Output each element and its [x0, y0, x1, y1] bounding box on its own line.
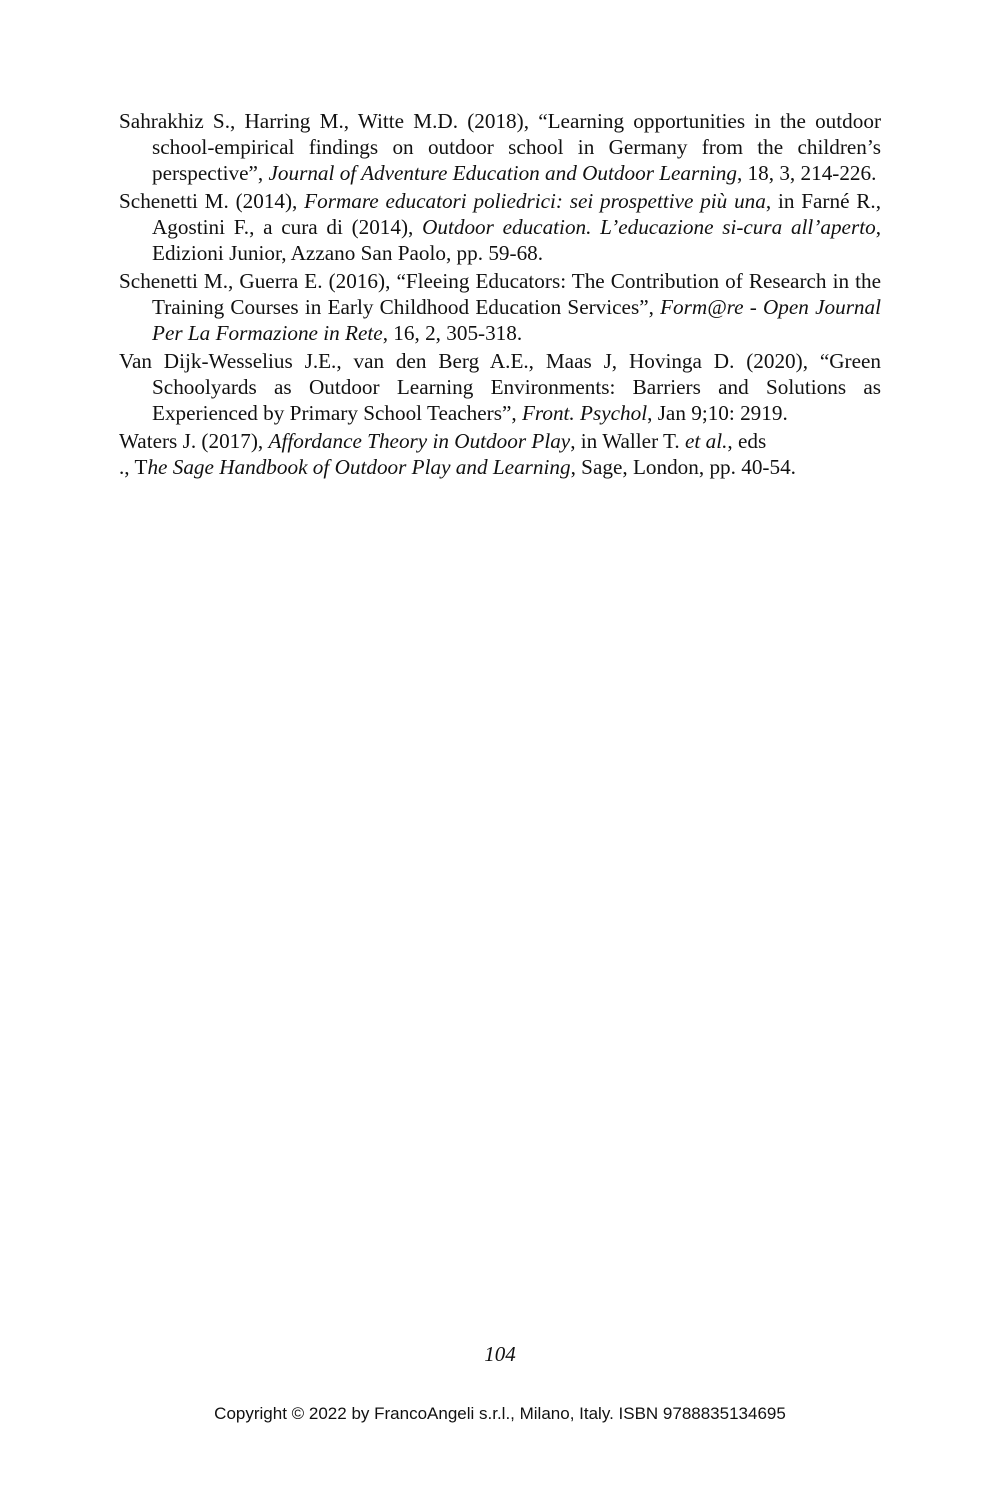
reference-entry-schenetti-2014: [119, 188, 881, 266]
reference-text: , in Farné R., Agostini F., a cura di (2014),: [152, 189, 881, 239]
reference-book-title: he Sage Handbook of Outdoor Play and Learning: [147, 455, 571, 479]
reference-text: , 18, 3, 214-226.: [736, 161, 877, 185]
page-number: 104: [484, 1342, 516, 1366]
reference-text: Schenetti M. (2014),: [119, 189, 305, 213]
reference-text: Van Dijk-Wesselius J.E., van den Berg A.E., Maas J, Hovinga D. (2020), “Green Schoolyards as Outdoor Learning Environments: Barriers and Solutions as Experienced by Primary School Teachers”,: [119, 349, 881, 425]
reference-journal-title: Journal of Adventure Education and Outdoor Learning: [268, 161, 737, 185]
reference-text: , in Waller T.: [570, 429, 686, 453]
reference-text: ., T: [119, 455, 148, 479]
reference-entry-waters-continued: [119, 454, 881, 480]
reference-list: [119, 108, 881, 480]
reference-text: , 16, 2, 305-318.: [382, 321, 523, 345]
reference-text: Waters J. (2017),: [119, 429, 269, 453]
reference-book-title: Outdoor education. L’educazione si-cura all’aperto: [422, 215, 876, 239]
reference-et-al: et al.: [685, 429, 728, 453]
reference-entry-schenetti-2016: [119, 268, 881, 346]
reference-text: , Jan 9;10: 2919.: [647, 401, 788, 425]
reference-entry-sahrakhiz: [119, 108, 881, 186]
reference-text: Schenetti M., Guerra E. (2016), “Fleeing Educators: The Contribution of Research in the Training Courses in Early Childhood Education Services”,: [119, 269, 881, 319]
reference-text: , eds: [727, 429, 767, 453]
reference-entry-waters: [119, 428, 881, 454]
reference-text: , Sage, London, pp. 40-54.: [570, 455, 796, 479]
reference-entry-van-dijk: [119, 348, 881, 426]
reference-text: , Edizioni Junior, Azzano San Paolo, pp. 59-68.: [152, 215, 881, 265]
reference-chapter-title: Affordance Theory in Outdoor Play: [268, 429, 571, 453]
reference-journal-title: Form@re - Open Journal Per La Formazione in Rete: [152, 295, 882, 345]
reference-text: Sahrakhiz S., Harring M., Witte M.D. (2018), “Learning opportunities in the outdoor school-empirical findings on outdoor school in Germany from the children’s perspective”,: [119, 109, 881, 185]
reference-chapter-title: Formare educatori poliedrici: sei prospettive più una: [304, 189, 766, 213]
reference-journal-title: Front. Psychol: [521, 401, 648, 425]
copyright-notice: Copyright © 2022 by FrancoAngeli s.r.l., Milano, Italy. ISBN 9788835134695: [214, 1404, 786, 1423]
